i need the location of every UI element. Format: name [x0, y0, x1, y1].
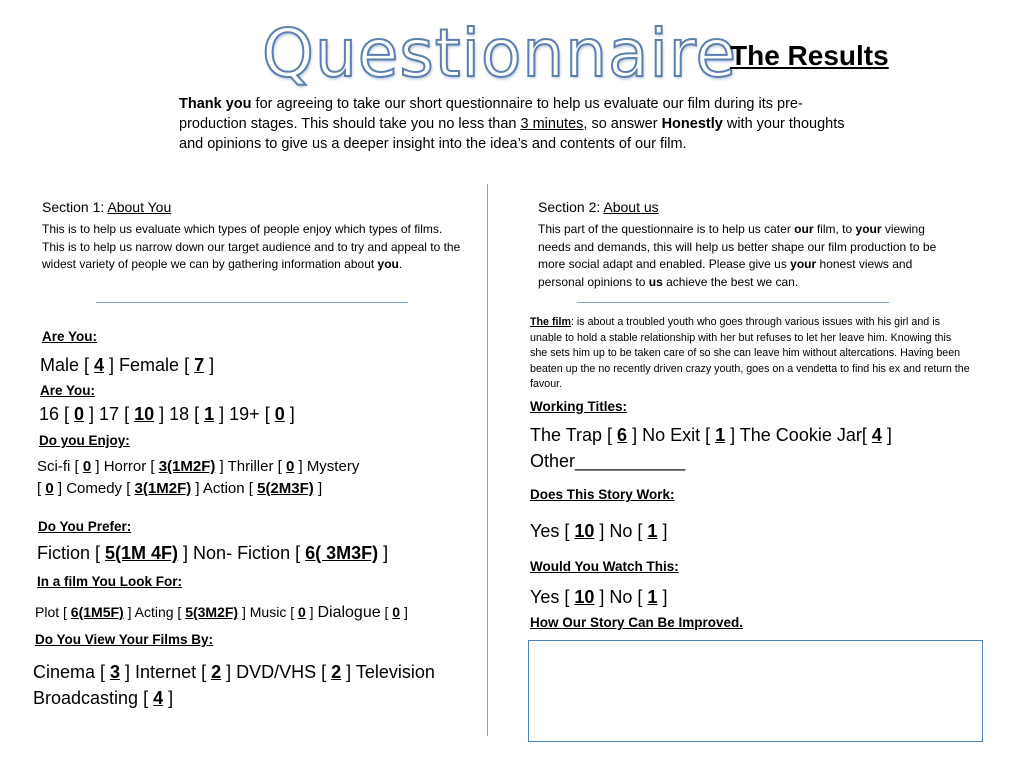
film-label: The film	[530, 316, 571, 328]
answer-text: ] Comedy [	[53, 480, 135, 497]
answer-text: ]	[657, 587, 668, 607]
intro-text-3: with your thoughts and opinions to give us a deeper insight into the idea’s and contents of our film.	[179, 116, 845, 152]
question-gender-label: Are You:	[42, 329, 98, 344]
answer-text: ] Thriller [	[215, 458, 286, 475]
answer-text: [	[380, 604, 393, 620]
answer-watch	[530, 584, 667, 610]
count-story-yes: 10	[574, 521, 595, 541]
count-music: 0	[298, 604, 306, 620]
answer-text: ]	[400, 604, 408, 620]
page-title: Questionnaire	[262, 15, 738, 92]
answer-text: us	[648, 274, 663, 289]
section2-name: About us	[603, 199, 659, 215]
intro-bold-honestly: Honestly	[661, 116, 723, 132]
answer-text: ] Non- Fiction [	[178, 543, 306, 563]
answer-text: Male [	[40, 355, 95, 375]
count-watch-yes: 10	[574, 587, 595, 607]
film-synopsis	[530, 315, 970, 393]
page-subtitle: The Results	[730, 40, 889, 71]
intro-text-2: , so answer	[583, 116, 662, 132]
answer-text: ]	[657, 521, 668, 541]
intro-duration: 3 minutes	[520, 116, 584, 132]
answer-text: ]	[313, 480, 323, 497]
answer-line	[33, 685, 483, 711]
question-improve-label: How Our Story Can Be Improved.	[530, 615, 744, 630]
answer-text: [	[37, 480, 46, 497]
answer-text: ]	[305, 604, 318, 620]
answer-text: ] Female [	[104, 355, 195, 375]
answer-text: ]	[881, 425, 892, 445]
answer-text: ]	[284, 404, 295, 424]
answer-text: This part of the questionnaire is to help us cater	[538, 222, 795, 236]
answer-view	[33, 659, 483, 711]
answer-age	[39, 401, 295, 427]
answer-text: ] DVD/VHS [	[221, 662, 332, 682]
section1-text: This is to help us evaluate which types of people enjoy which types of films. This is to help us narrow down our target audience and to try and appeal to the widest variety of people we can by gathering information about	[42, 222, 461, 271]
answer-text: viewing needs and demands, this will help us better shape our film production to be more social adapt and enabled. Please give us	[538, 222, 937, 271]
answer-text: ] Music [	[238, 604, 298, 620]
question-story-work-label: Does This Story Work:	[530, 487, 675, 502]
answer-text: Fiction [	[37, 543, 106, 563]
count-no-exit: 1	[715, 425, 726, 445]
answer-text: ] The Cookie Jar[	[725, 425, 872, 445]
answer-text: ] Television	[341, 662, 435, 682]
count-thriller: 0	[285, 458, 295, 475]
answer-text: ] Internet [	[120, 662, 212, 682]
question-prefer-label: Do You Prefer:	[38, 519, 132, 534]
question-genre-label: Do you Enjoy:	[39, 433, 130, 448]
count-age-17: 10	[134, 404, 155, 424]
section2-label: Section 2:	[538, 199, 604, 215]
count-plot: 6(1M5F)	[70, 604, 124, 620]
count-story-no: 1	[647, 521, 658, 541]
count-age-18: 1	[204, 404, 215, 424]
intro-text-1: for agreeing to take our short questionnaire to help us evaluate our film during its pre-production stages. This should take you no less than	[179, 96, 803, 132]
answer-text: ] No [	[594, 521, 648, 541]
answer-text: 16 [	[39, 404, 75, 424]
count-dialogue: 0	[392, 604, 401, 620]
answer-titles	[530, 422, 980, 474]
answer-text: honest views and personal opinions to	[538, 257, 913, 289]
count-action: 5(2M3F)	[257, 480, 314, 497]
answer-text: Yes [	[530, 521, 575, 541]
answer-text: ] Acting [	[123, 604, 186, 620]
question-lookfor-label: In a film You Look For:	[37, 574, 182, 589]
answer-line	[37, 456, 477, 478]
answer-text: ] No [	[594, 587, 648, 607]
section1-divider	[96, 302, 408, 303]
answer-text: ] 17 [	[84, 404, 135, 424]
answer-text: ] Horror [	[91, 458, 159, 475]
answer-text: ] No Exit [	[627, 425, 716, 445]
count-cookie-jar: 4	[871, 425, 882, 445]
count-mystery: 0	[45, 480, 54, 497]
count-the-trap: 6	[617, 425, 628, 445]
answer-story-work	[530, 518, 667, 544]
count-age-16: 0	[74, 404, 85, 424]
count-dvd: 2	[331, 662, 342, 682]
film-text: : is about a troubled youth who goes through various issues with his girl and is unable to hold a stable relationship with her but refuses to let her leave him. Knowing this she sets him up to be taken care of so she can leave him without altercations. Having been beaten up the no recently driven crazy youth, goes on a vendetta to find his ex and return the favour.	[530, 316, 970, 390]
answer-genre	[37, 456, 477, 500]
section2-heading	[538, 199, 659, 215]
answer-text: Yes [	[530, 587, 575, 607]
section2-description	[538, 221, 943, 291]
answer-text: Sci-fi [	[37, 458, 83, 475]
count-scifi: 0	[82, 458, 92, 475]
other-title: Other___________	[530, 451, 686, 471]
answer-prefer	[37, 540, 388, 566]
answer-text: our	[794, 222, 814, 236]
section2-divider	[577, 302, 889, 303]
count-female: 7	[194, 355, 205, 375]
answer-text: Dialogue	[317, 604, 381, 621]
answer-text: ] Mystery	[294, 458, 360, 475]
intro-paragraph	[179, 94, 859, 154]
count-tv: 4	[153, 688, 164, 708]
answer-line	[530, 422, 980, 448]
question-titles-label: Working Titles:	[530, 399, 628, 414]
section1-heading	[42, 199, 171, 215]
count-age-19plus: 0	[274, 404, 285, 424]
answer-text: Broadcasting [	[33, 688, 154, 708]
answer-text: Plot [	[35, 604, 71, 620]
question-watch-label: Would You Watch This:	[530, 559, 679, 574]
count-cinema: 3	[110, 662, 121, 682]
count-horror: 3(1M2F)	[158, 458, 216, 475]
answer-line	[33, 659, 483, 685]
count-nonfiction: 6( 3M3F)	[305, 543, 379, 563]
answer-text: your	[855, 222, 882, 236]
section1-description	[42, 221, 462, 274]
count-fiction: 5(1M 4F)	[105, 543, 179, 563]
answer-text: ]	[378, 543, 389, 563]
answer-gender	[40, 352, 214, 378]
section1-text-end: .	[398, 257, 403, 271]
answer-lookfor	[35, 601, 408, 624]
question-age-label: Are You:	[40, 383, 96, 398]
count-acting: 5(3M2F)	[185, 604, 239, 620]
center-divider	[487, 184, 488, 736]
answer-text: your	[790, 257, 817, 271]
answer-text: ] Action [	[191, 480, 258, 497]
improve-answer-box[interactable]	[528, 640, 983, 742]
answer-text: ] 18 [	[154, 404, 205, 424]
intro-bold-thanks: Thank you	[179, 96, 252, 112]
answer-text: achieve the best we can.	[662, 274, 799, 289]
section1-name: About You	[107, 199, 172, 215]
answer-text: Cinema [	[33, 662, 111, 682]
section1-text-bold: you	[377, 257, 399, 271]
count-internet: 2	[211, 662, 222, 682]
answer-text: ] 19+ [	[214, 404, 275, 424]
count-comedy: 3(1M2F)	[134, 480, 192, 497]
answer-line	[37, 478, 477, 500]
question-view-label: Do You View Your Films By:	[35, 632, 214, 647]
answer-text: ]	[204, 355, 215, 375]
answer-text: film, to	[813, 222, 856, 236]
count-watch-no: 1	[647, 587, 658, 607]
section1-label: Section 1:	[42, 199, 108, 215]
answer-text: ]	[163, 688, 174, 708]
answer-text: The Trap [	[530, 425, 618, 445]
count-male: 4	[94, 355, 105, 375]
